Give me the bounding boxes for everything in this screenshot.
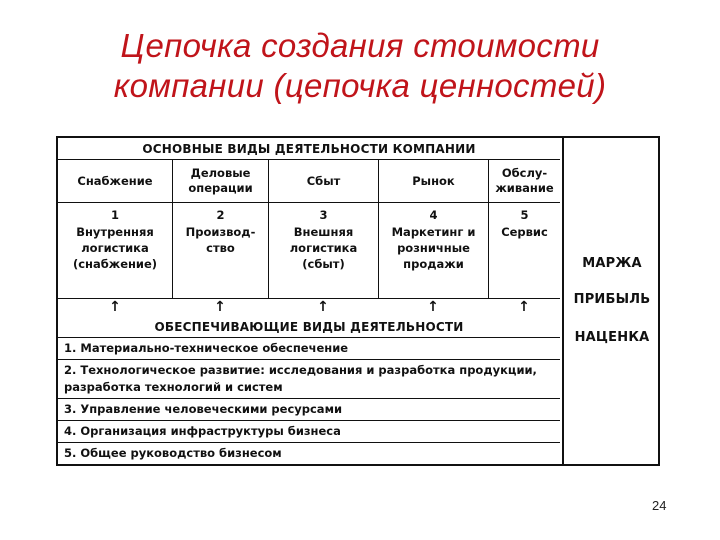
primary-activity-description: Производ- ство (185, 225, 256, 255)
column-divider (269, 202, 378, 203)
primary-activity-number: 5 (520, 208, 529, 222)
up-arrow-icon: ↑ (427, 299, 439, 315)
up-arrow-icon: ↑ (518, 299, 530, 315)
value-chain-diagram (56, 136, 660, 466)
support-activity-item: 4. Организация инфраструктуры бизнеса (58, 421, 560, 443)
primary-activities-columns (58, 160, 560, 298)
page-number: 24 (652, 498, 667, 513)
support-activities-list (58, 338, 560, 464)
primary-activity-column (488, 160, 560, 298)
primary-activity-number: 4 (429, 208, 438, 222)
primary-activities-header: ОСНОВНЫЕ ВИДЫ ДЕЯТЕЛЬНОСТИ КОМПАНИИ (58, 138, 560, 160)
primary-activity-description: Сервис (501, 225, 548, 239)
primary-activity-column (378, 160, 488, 298)
margin-label: МАРЖА (582, 256, 642, 271)
support-activity-item: 2. Технологическое развитие: исследования и разработка продукции, разработка технологий и систем (58, 360, 560, 399)
profit-label: ПРИБЫЛЬ (573, 292, 651, 307)
support-activity-item: 3. Управление человеческими ресурсами (58, 399, 560, 421)
primary-activity-name: Обслу- живание (495, 166, 554, 195)
primary-activity-number: 3 (319, 208, 328, 222)
up-arrow-icon: ↑ (109, 299, 121, 315)
primary-activity-description: Внешняя логистика (сбыт) (289, 225, 358, 271)
column-divider (173, 202, 268, 203)
column-divider (379, 202, 488, 203)
primary-activity-description: Внутренняя логистика (снабжение) (72, 225, 158, 271)
primary-activity-description: Маркетинг и розничные продажи (391, 225, 476, 271)
support-activity-item: 5. Общее руководство бизнесом (64, 446, 282, 460)
primary-activity-column (268, 160, 378, 298)
primary-activity-name: Рынок (412, 173, 455, 188)
title-line-1: Цепочка создания стоимости (120, 27, 600, 64)
support-activities-header: ОБЕСПЕЧИВАЮЩИЕ ВИДЫ ДЕЯТЕЛЬНОСТИ (58, 316, 560, 338)
primary-activity-name: Сбыт (306, 173, 341, 188)
up-arrow-icon: ↑ (214, 299, 226, 315)
primary-activity-column (172, 160, 268, 298)
primary-activity-number: 1 (110, 208, 119, 222)
column-divider (489, 202, 560, 203)
primary-activity-name: Снабжение (77, 173, 153, 188)
slide-title (0, 26, 720, 106)
primary-activity-name: Деловые операции (188, 166, 253, 195)
primary-activity-number: 2 (216, 208, 225, 222)
markup-label: НАЦЕНКА (574, 330, 650, 345)
up-arrow-icon: ↑ (317, 299, 329, 315)
primary-activity-column (58, 160, 172, 298)
margin-column (562, 138, 658, 464)
column-divider (58, 202, 172, 203)
support-arrows-row (58, 298, 560, 316)
support-activity-item: 1. Материально-техническое обеспечение (58, 338, 560, 360)
title-line-2: компании (цепочка ценностей) (113, 67, 607, 104)
